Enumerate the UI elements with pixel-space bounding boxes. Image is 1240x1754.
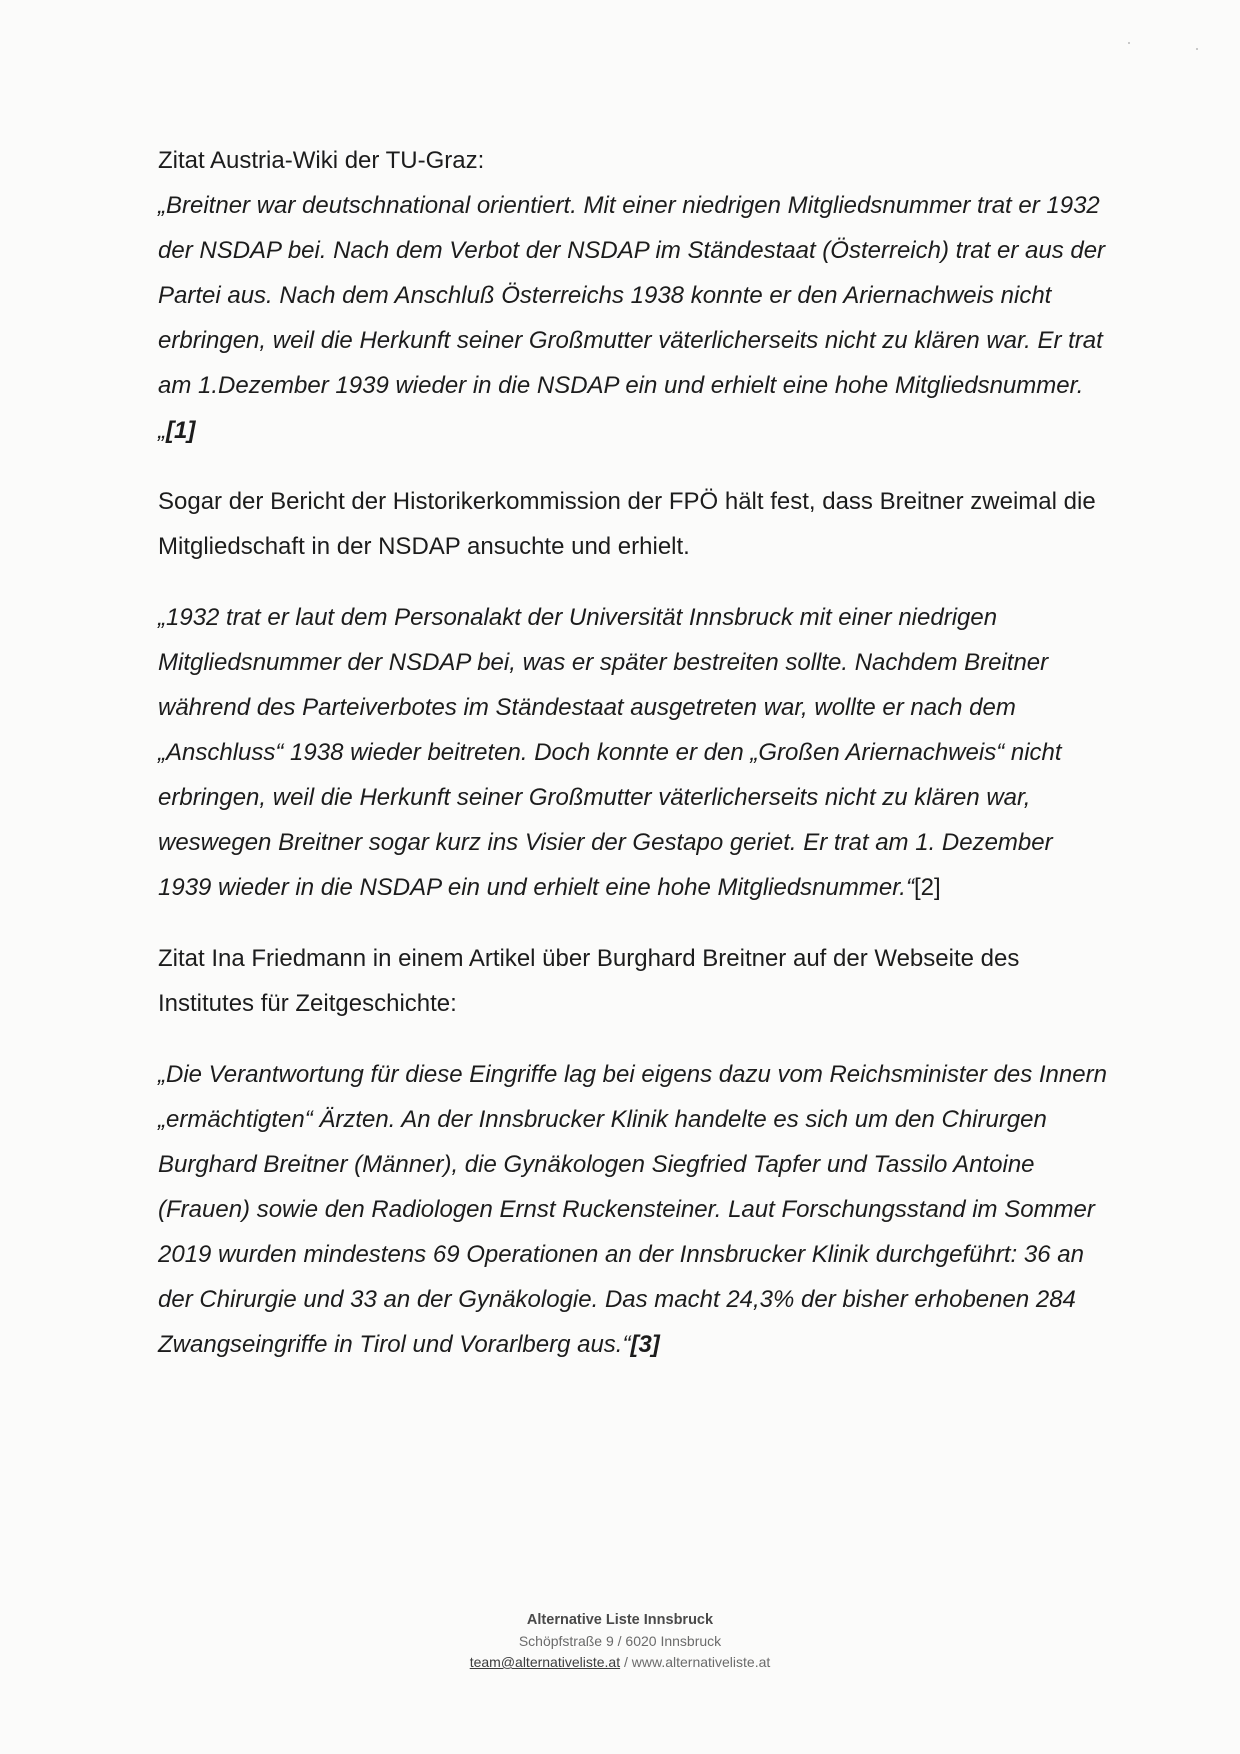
page-footer <box>0 1610 1240 1673</box>
quote-personalakt <box>158 595 1108 910</box>
footer-website-link[interactable]: www.alternativeliste.at <box>631 1654 771 1670</box>
intro-label <box>158 138 1108 183</box>
footer-separator: / <box>620 1654 632 1670</box>
quote-personalakt-text: „1932 trat er laut dem Personalakt der Universität Innsbruck mit einer niedrigen Mitgliedsnummer der NSDAP bei, was er später bestreiten sollte. Nachdem Breitner während des Parteiverbotes im Ständestaat ausgetreten war, wollte er nach dem „Anschluss“ 1938 wieder beitreten. Doch konnte er den „Großen Ariernachweis“ nicht erbringen, weil die Herkunft seiner Großmutter väterlicherseits nicht zu klären war, weswegen Breitner sogar kurz ins Visier der Gestapo geriet. Er trat am 1. Dezember 1939 wieder in die NSDAP ein und erhielt eine hohe Mitgliedsnummer.“ <box>158 604 1062 901</box>
footnote-ref-1[interactable]: [1] <box>166 417 196 444</box>
scan-artifact <box>1196 48 1198 50</box>
paragraph-historikerkommission <box>158 479 1108 569</box>
quote-friedmann-text: „Die Verantwortung für diese Eingriffe lag bei eigens dazu vom Reichsminister des Innern „ermächtigten“ Ärzten. An der Innsbrucker Klinik handelte es sich um den Chirurgen Burghard Breitner (Männer), die Gynäkologen Siegfried Tapfer und Tassilo Antoine (Frauen) sowie den Radiologen Ernst Ruckensteiner. Laut Forschungsstand im Sommer 2019 wurden mindestens 69 Operationen an der Innsbrucker Klinik durchgeführt: 36 an der Chirurgie und 33 an der Gynäkologie. Das macht 24,3% der bisher erhobenen 284 Zwangseingriffe in Tirol und Vorarlberg aus.“ <box>158 1061 1107 1358</box>
scan-artifact <box>1128 42 1130 44</box>
footer-org-name: Alternative Liste Innsbruck <box>526 1612 714 1628</box>
paragraph-friedmann-intro <box>158 936 1108 1026</box>
document-body <box>158 138 1108 1367</box>
quote-austria-wiki-text: „Breitner war deutschnational orientiert. Mit einer niedrigen Mitgliedsnummer trat er 1932 der NSDAP bei. Nach dem Verbot der NSDAP im Ständestaat (Österreich) trat er aus der Partei aus. Nach dem Anschluß Österreichs 1938 konnte er den Ariernachweis nicht erbringen, weil die Herkunft seiner Großmutter väterlicherseits nicht zu klären war. Er trat am 1.Dezember 1939 wieder in die NSDAP ein und erhielt eine hohe Mitgliedsnummer. „ <box>158 192 1106 444</box>
intro-label-text: Zitat Austria-Wiki der TU-Graz: <box>158 147 485 174</box>
paragraph-friedmann-intro-text: Zitat Ina Friedmann in einem Artikel über Burghard Breitner auf der Webseite des Institutes für Zeitgeschichte: <box>158 945 1020 1017</box>
footer-address: Schöpfstraße 9 / 6020 Innsbruck <box>518 1633 722 1649</box>
quote-austria-wiki <box>158 183 1108 453</box>
footnote-ref-3[interactable]: [3] <box>630 1331 660 1358</box>
footer-contact <box>0 1652 1240 1673</box>
quote-friedmann <box>158 1052 1108 1367</box>
footnote-ref-2[interactable]: [2] <box>913 874 941 901</box>
footer-email-link[interactable]: team@alternativeliste.at <box>469 1654 621 1670</box>
paragraph-historikerkommission-text: Sogar der Bericht der Historikerkommission der FPÖ hält fest, dass Breitner zweimal die Mitgliedschaft in der NSDAP ansuchte und erhielt. <box>158 488 1096 560</box>
